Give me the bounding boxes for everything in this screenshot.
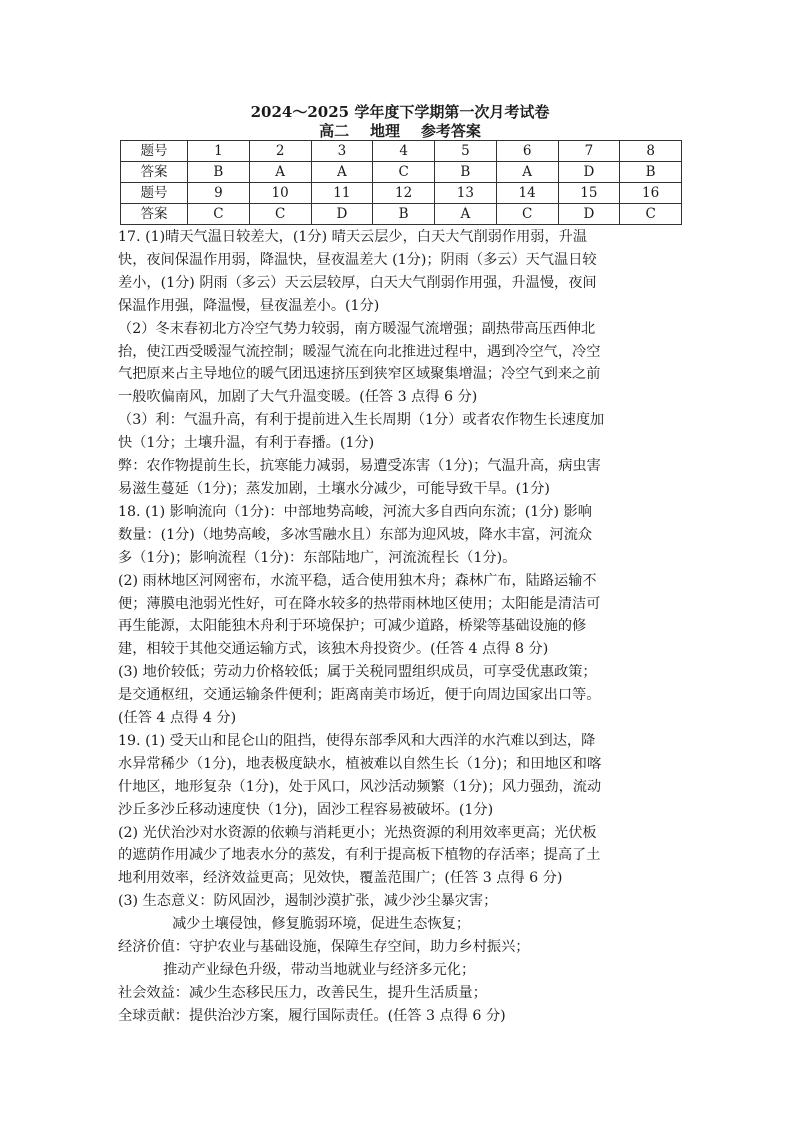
- table-cell: 9: [188, 183, 250, 204]
- answer-line: 差小，(1分) 阴雨（多云）天云层较厚，白天大气削弱作用强，升温慢，夜间: [118, 274, 597, 291]
- answer-line: 便；薄膜电池弱光性好，可在降水较多的热带雨林地区使用；太阳能是清洁可: [118, 595, 601, 612]
- table-cell: 8: [620, 141, 682, 162]
- answer-line: 17. (1)晴天气温日较差大，(1分) 晴天云层少，白天大气削弱作用弱，升温: [118, 229, 588, 245]
- answer-line: 抬，使江西受暖湿气流控制；暖湿气流在向北推进过程中，遇到冷空气，冷空: [118, 343, 601, 360]
- table-cell: A: [435, 204, 497, 225]
- answer-line: 多（1分)；影响流程（1分)：东部陆地广，河流流程长（1分)。: [118, 549, 517, 566]
- table-cell: C: [620, 204, 682, 225]
- answer-line: 水异常稀少（1分)，地表极度缺水，植被难以自然生长（1分)；和田地区和喀: [118, 755, 602, 772]
- answer-line: 减少土壤侵蚀，修复脆弱环境，促进生态恢复；: [118, 916, 471, 933]
- exam-subtitle: 高二 地理 参考答案: [319, 122, 481, 140]
- table-cell: C: [188, 204, 250, 225]
- table-cell: 5: [435, 141, 497, 162]
- answer-line: (2) 雨林地区河网密布，水流平稳，适合使用独木舟；森林广布，陆路运输不: [118, 572, 597, 589]
- table-cell: C: [249, 204, 311, 225]
- answer-line: 社会效益：减少生态移民压力，改善民生，提升生活质量；: [118, 984, 487, 1001]
- answer-line: 建，相较于其他交通运输方式，该独木舟投资少。(任答 4 点得 8 分): [118, 641, 549, 658]
- answer-line: 全球贡献：提供治沙方案，履行国际责任。(任答 3 点得 6 分): [118, 1007, 506, 1024]
- table-cell: C: [373, 162, 435, 183]
- answer-line: 19. (1) 受天山和昆仑山的阻挡，使得东部季风和大西洋的水汽难以到达，降: [118, 732, 596, 749]
- answer-line: 18. (1) 影响流向（1分)：中部地势高峻，河流大多自西向东流；(1分) 影响: [118, 503, 592, 520]
- table-cell: D: [558, 162, 620, 183]
- answer-line: 推动产业绿色升级，带动当地就业与经济多元化；: [118, 962, 476, 978]
- table-cell: 3: [311, 141, 373, 162]
- table-row: [121, 183, 682, 204]
- answer-table: [120, 140, 682, 225]
- table-cell: 2: [249, 141, 311, 162]
- table-cell: 4: [373, 141, 435, 162]
- table-cell: 14: [496, 183, 558, 204]
- table-cell: B: [188, 162, 250, 183]
- answer-line: 一般吹偏南风，加剧了大气升温变暖。(任答 3 点得 6 分): [118, 389, 478, 406]
- table-cell: 16: [620, 183, 682, 204]
- row-label: 题号: [121, 141, 188, 162]
- table-cell: C: [496, 204, 558, 225]
- answer-explanations: [118, 226, 688, 1028]
- answer-line: 快，夜间保温作用弱，降温快，昼夜温差大 (1分)；阴雨（多云）天气温日较: [118, 251, 597, 268]
- row-label: 题号: [121, 183, 188, 204]
- exam-title: 2024～2025 学年度下学期第一次月考试卷: [250, 103, 550, 121]
- table-row: [121, 141, 682, 162]
- table-cell: A: [496, 162, 558, 183]
- answer-line: 数量：(1分)（地势高峻，多冰雪融水且）东部为迎风坡，降水丰富，河流众: [118, 526, 593, 543]
- table-cell: 13: [435, 183, 497, 204]
- table-cell: A: [249, 162, 311, 183]
- table-cell: A: [311, 162, 373, 183]
- answer-line: 经济价值：守护农业与基础设施，保障生存空间，助力乡村振兴；: [118, 939, 530, 956]
- table-cell: D: [558, 204, 620, 225]
- answer-line: 易滋生蔓延（1分)；蒸发加剧，土壤水分减少，可能导致干旱。(1分): [118, 480, 550, 497]
- answer-line: (任答 4 点得 4 分): [118, 710, 237, 727]
- answer-line: (3) 地价较低；劳动力价格较低；属于关税同盟组织成员，可享受优惠政策；: [118, 664, 597, 681]
- answer-line: 地利用效率，经济效益更高；见效快，覆盖范围广；(任答 3 点得 6 分): [118, 870, 563, 887]
- table-cell: 12: [373, 183, 435, 204]
- answer-line: 什地区，地形复杂（1分)，处于风口，风沙活动频繁（1分)；风力强劲，流动: [118, 778, 602, 795]
- table-cell: 6: [496, 141, 558, 162]
- table-cell: B: [620, 162, 682, 183]
- row-label: 答案: [121, 162, 188, 183]
- table-cell: 1: [188, 141, 250, 162]
- table-cell: 11: [311, 183, 373, 204]
- answer-line: 是交通枢纽，交通运输条件便利；距离南美市场近，便于向周边国家出口等。: [118, 687, 601, 704]
- table-row: [121, 204, 682, 225]
- answer-line: 气把原来占主导地位的暖气团迅速挤压到狭窄区域聚集增温；冷空气到来之前: [118, 366, 601, 383]
- answer-line: 再生能源，太阳能独木舟利于环境保护；可减少道路，桥梁等基础设施的修: [118, 618, 587, 635]
- answer-line: (3) 生态意义：防风固沙，遏制沙漠扩张，减少沙尘暴灾害；: [118, 893, 498, 910]
- answer-line: （2）冬末春初北方冷空气势力较弱，南方暖湿气流增强；副热带高压西伸北: [118, 320, 596, 337]
- table-cell: B: [373, 204, 435, 225]
- table-row: [121, 162, 682, 183]
- answer-line: 沙丘多沙丘移动速度快（1分)，固沙工程容易被破坏。(1分): [118, 801, 494, 818]
- table-cell: B: [435, 162, 497, 183]
- table-cell: 10: [249, 183, 311, 204]
- answer-line: 保温作用强，降温慢，昼夜温差小。(1分): [118, 297, 380, 314]
- answer-line: (2) 光伏治沙对水资源的依赖与消耗更小；光热资源的利用效率更高；光伏板: [118, 824, 597, 841]
- answer-line: 的遮荫作用减少了地表水分的蒸发，有利于提高板下植物的存活率；提高了土: [118, 847, 601, 864]
- answer-line: 弊：农作物提前生长，抗寒能力减弱，易遭受冻害（1分)；气温升高，病虫害: [118, 458, 601, 475]
- table-cell: 15: [558, 183, 620, 204]
- row-label: 答案: [121, 204, 188, 225]
- answer-line: （3）利：气温升高，有利于提前进入生长周期（1分）或者农作物生长速度加: [118, 412, 605, 429]
- answer-line: 快（1分；土壤升温，有利于春播。(1分): [118, 435, 375, 452]
- table-cell: 7: [558, 141, 620, 162]
- table-cell: D: [311, 204, 373, 225]
